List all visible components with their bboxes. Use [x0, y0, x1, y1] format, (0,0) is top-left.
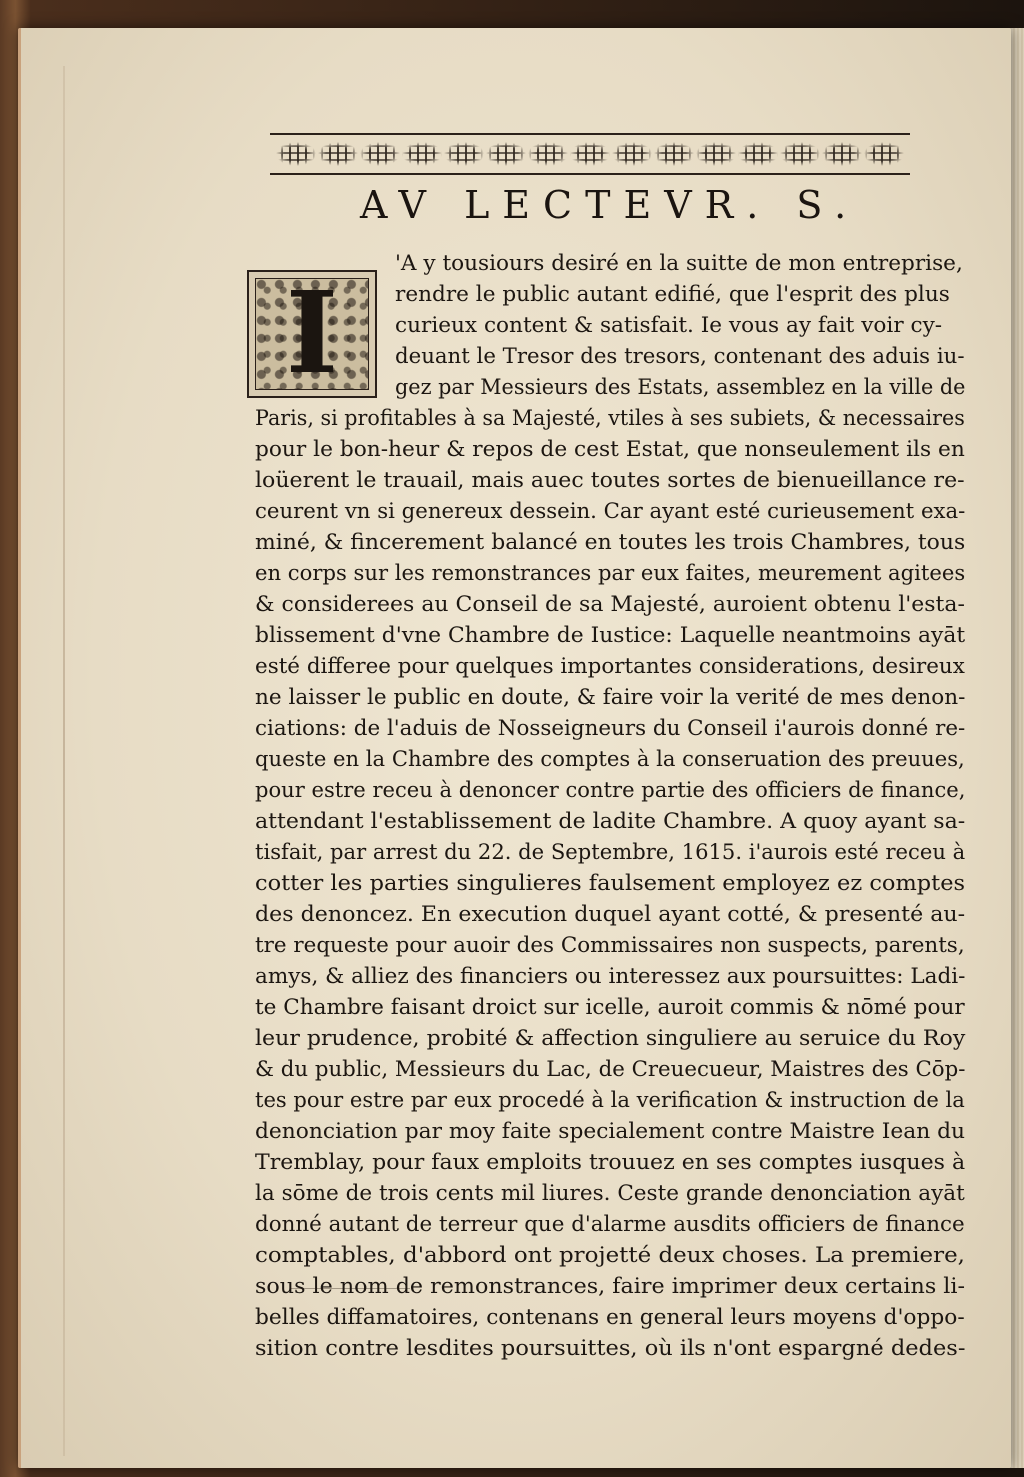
text-line: 'A y tousiours desiré en la suitte de mon entreprise, [395, 251, 963, 276]
page-title: AV LECTEVR. S. [360, 183, 860, 227]
text-line: gez par Messieurs des Estats, assemblez en la ville de [395, 375, 966, 400]
text-line: curieux content & satisfait. Ie vous ay fait voir cy- [395, 313, 943, 338]
text-line: sous le nom de remonstrances, faire imprimer deux certains li- [255, 1274, 966, 1299]
text-line: la sōme de trois cents mil liures. Ceste grande denonciation ayāt [255, 1181, 965, 1206]
text-line: belles diffamatoires, contenans en general leurs moyens d'oppo- [255, 1305, 965, 1330]
text-line: deuant le Tresor des tresors, contenant des aduis iu- [395, 344, 965, 369]
text-line: ceurent vn si genereux dessein. Car ayant esté curieusement exa- [255, 499, 966, 524]
text-line: attendant l'establissement de ladite Chambre. A quoy ayant sa- [255, 809, 966, 834]
text-line: pour le bon-heur & repos de cest Estat, que nonseulement ils en [255, 437, 965, 462]
ornament-rule-bottom [270, 173, 910, 175]
text-line: ciations: de l'aduis de Nosseigneurs du Conseil i'aurois donné re- [255, 716, 966, 741]
gutter-shadow [63, 66, 65, 1456]
text-line: amys, & alliez des financiers ou interessez aux poursuittes: Ladi- [255, 964, 966, 989]
text-line: pour estre receu à denoncer contre partie des officiers de finance, [255, 778, 966, 803]
text-line: loüerent le trauail, mais auec toutes sortes de bienueillance re- [255, 468, 965, 493]
text-line: Tremblay, pour faux emploits trouuez en ses comptes iusques à [255, 1150, 966, 1175]
text-line: en corps sur les remonstrances par eux faites, meurement agitees [255, 561, 966, 586]
text-line: queste en la Chambre des comptes à la conseruation des preuues, [255, 747, 965, 772]
text-line: denonciation par moy faite specialement contre Maistre Iean du [255, 1119, 966, 1144]
text-line: miné, & fincerement balancé en toutes les trois Chambres, tous [255, 530, 966, 555]
text-line: rendre le public autant edifié, que l'esprit des plus [395, 282, 950, 307]
text-line: des denoncez. En execution duquel ayant cotté, & presenté au- [255, 902, 966, 927]
text-line: donné autant de terreur que d'alarme ausdits officiers de finance [255, 1212, 965, 1237]
text-line: tisfait, par arrest du 22. de Septembre, 1615. i'aurois esté receu à [255, 840, 966, 865]
text-line: te Chambre faisant droict sur icelle, auroit commis & nōmé pour [255, 995, 965, 1020]
text-line: blissement d'vne Chambre de Iustice: Laquelle neantmoins ayāt [255, 623, 966, 648]
text-line: ne laisser le public en doute, & faire voir la verité de mes denon- [255, 685, 966, 710]
text-line: Paris, si profitables à sa Majesté, vtiles à ses subiets, & necessaires [255, 406, 965, 431]
text-line: cotter les parties singulieres faulsement employez ez comptes [255, 871, 966, 896]
text-line: comptables, d'abbord ont projetté deux choses. La premiere, [255, 1243, 965, 1268]
ornamental-band [275, 135, 905, 173]
text-line: sition contre lesdites poursuittes, où ils n'ont espargné dedes- [255, 1336, 966, 1361]
text-line: esté differee pour quelques importantes considerations, desireux [255, 654, 965, 679]
text-line: tre requeste pour auoir des Commissaires non suspects, parents, [255, 933, 965, 958]
decorated-initial [247, 270, 377, 398]
initial-letter: I [285, 268, 339, 399]
text-line: tes pour estre par eux procedé à la verification & instruction de la [255, 1088, 965, 1113]
text-line: & considerees au Conseil de sa Majesté, auroient obtenu l'esta- [255, 592, 965, 617]
text-line: leur prudence, probité & affection singuliere au seruice du Roy [255, 1026, 966, 1051]
bottom-rule [290, 1288, 410, 1289]
text-line: & du public, Messieurs du Lac, de Creuecueur, Maistres des Cōp- [255, 1057, 966, 1082]
